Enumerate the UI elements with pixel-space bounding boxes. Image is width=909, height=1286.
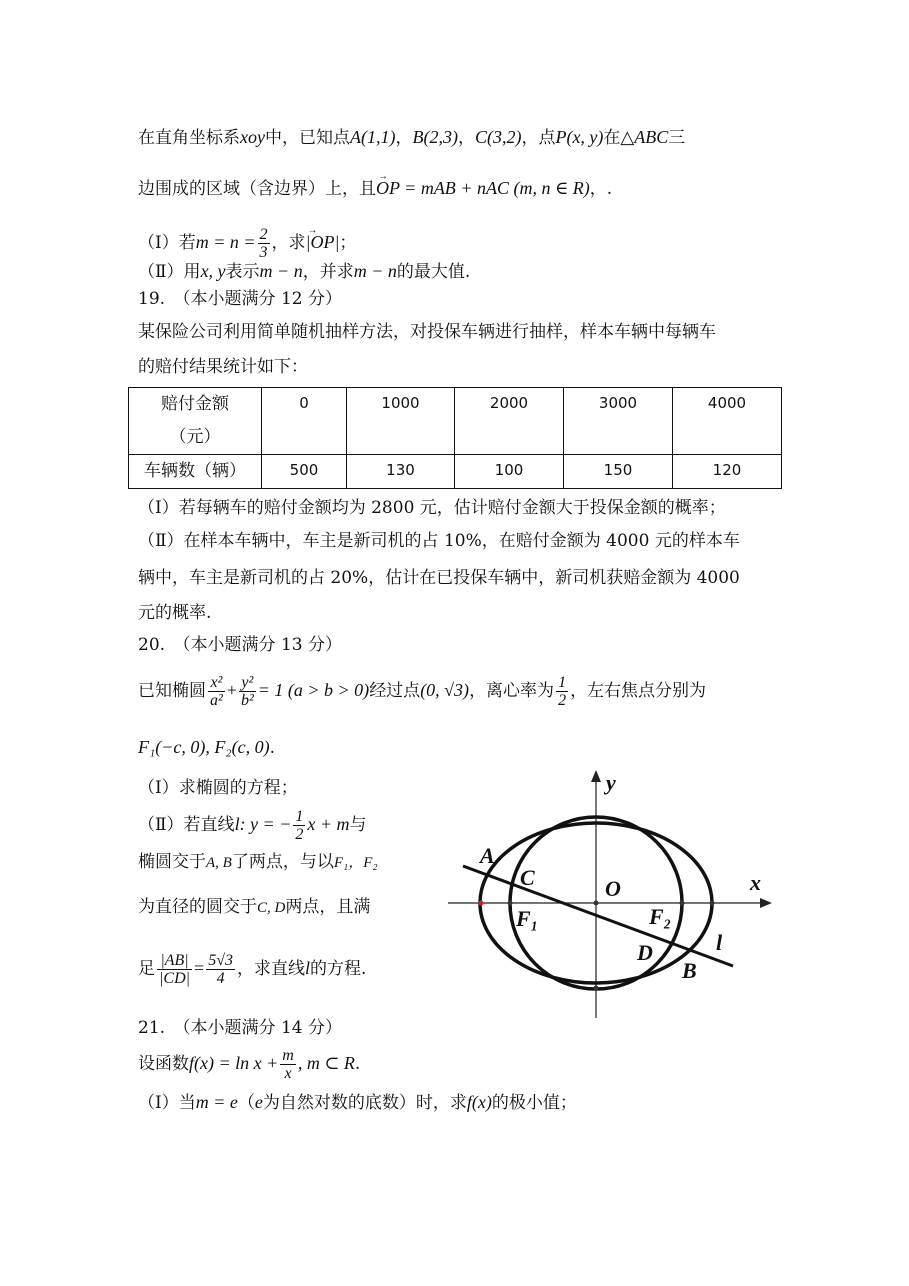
y-axis-arrow-icon (591, 770, 601, 782)
p19-q1: （Ⅰ）若每辆车的赔付金额均为 2800 元，估计赔付金额大于投保金额的概率； (138, 498, 726, 518)
p20-q1: （Ⅰ）求椭圆的方程； (138, 778, 298, 798)
p19-text1: 某保险公司利用简单随机抽样方法，对投保车辆进行抽样，样本车辆中每辆车 (138, 322, 716, 342)
label-C: C (520, 865, 535, 890)
focus-f1-point (508, 901, 513, 906)
label-l: l (716, 930, 723, 955)
x-axis-arrow-icon (760, 898, 772, 908)
p18-q2: （Ⅱ）用x, y表示m − n，并求m − n的最大值. (138, 261, 471, 282)
ellipse-circle-figure (440, 765, 780, 1025)
payout-table (128, 387, 782, 489)
table-header-cell: 赔付金额 （元） (129, 388, 262, 455)
label-F1: F₁ (516, 906, 539, 931)
p19-q2-line3: 元的概率. (138, 603, 212, 623)
table-row (129, 455, 782, 489)
label-B: B (682, 958, 697, 983)
table-cell: 0 (262, 388, 347, 455)
p20-q2-line3: 为直径的圆交于C, D两点，且满 (138, 897, 371, 917)
p20-q2-line4: 足 $\frac{|AB|}{|CD|}$ = $\frac{5√3}{4}$ ，求直线l的方程. (138, 952, 367, 987)
p19-q2-line2: 辆中，车主是新司机的占 20%，估计在已投保车辆中，新司机获赔金额为 4000 (138, 568, 740, 588)
p20-heading: 20. （本小题满分 13 分） (138, 635, 342, 655)
table-cell: 120 (673, 455, 782, 489)
label-A: A (480, 843, 495, 868)
table-cell: 4000 (673, 388, 782, 455)
p19-heading: 19. （本小题满分 12 分） (138, 289, 342, 309)
table-header-cell: 车辆数（辆） (129, 455, 262, 489)
circle-bottom-point (594, 986, 599, 991)
table-cell: 500 (262, 455, 347, 489)
table-cell: 2000 (455, 388, 564, 455)
p19-q2-line1: （Ⅱ）在样本车辆中，车主是新司机的占 10%，在赔付金额为 4000 元的样本车 (138, 531, 740, 551)
label-x: x (750, 870, 761, 895)
p21-heading: 21. （本小题满分 14 分） (138, 1018, 342, 1038)
table-cell: 150 (564, 455, 673, 489)
p21-line1: 设函数f(x) = ln x + $\frac{m}{x}$ , m ⊂ R. (138, 1047, 361, 1082)
ellipse-vertex-point (479, 901, 484, 906)
p20-q2-line1: （Ⅱ）若直线l: y = − $\frac{1}{2}$ x + m与 (138, 808, 367, 843)
label-D: D (637, 940, 653, 965)
p18-line1: 在直角坐标系xoy中，已知点A(1,1)，B(2,3)，C(3,2)，点P(x, y)在△ABC三 (138, 127, 686, 148)
focus-f2-point (680, 901, 685, 906)
table-cell: 3000 (564, 388, 673, 455)
fraction-two-thirds: $\frac{2}{3}$ (259, 226, 268, 261)
p20-line1: 已知椭圆 $\frac{\text{x²}}{\text{a²}}$ + $\frac{\text{y²}}{\text{b²}}$ = 1 (a > b > 0)经过点(0, √3)，离心率为 $\frac{1}{2}$ ，左右焦点分别为 (138, 674, 707, 709)
vector-equation: → OP = mAB + nAC (m, n ∈ R) (376, 176, 590, 200)
ellipse-vertex-point (710, 901, 715, 906)
table-cell: 130 (347, 455, 455, 489)
p19-text2: 的赔付结果统计如下： (138, 357, 308, 377)
p20-q2-line2: 椭圆交于A, B了两点，与以F₁，F₂ (138, 852, 378, 872)
p18-line2: 边围成的区域（含边界）上，且→ OP = mAB + nAC (m, n ∈ R)，. (138, 176, 612, 201)
label-y: y (606, 770, 616, 795)
p21-q1: （Ⅰ）当m = e（e为自然对数的底数）时，求f(x)的极小值； (138, 1092, 577, 1113)
origin-point (594, 901, 599, 906)
p18-q1: （Ⅰ）若m = n = $\frac{2}{3}$ ，求→ |OP|； (138, 226, 356, 261)
table-cell: 1000 (347, 388, 455, 455)
p20-foci: F₁(−c, 0), F₂(c, 0). (138, 737, 276, 758)
label-F2: F₂ (649, 904, 672, 929)
table-cell: 100 (455, 455, 564, 489)
label-O: O (605, 876, 621, 901)
table-row (129, 388, 782, 455)
